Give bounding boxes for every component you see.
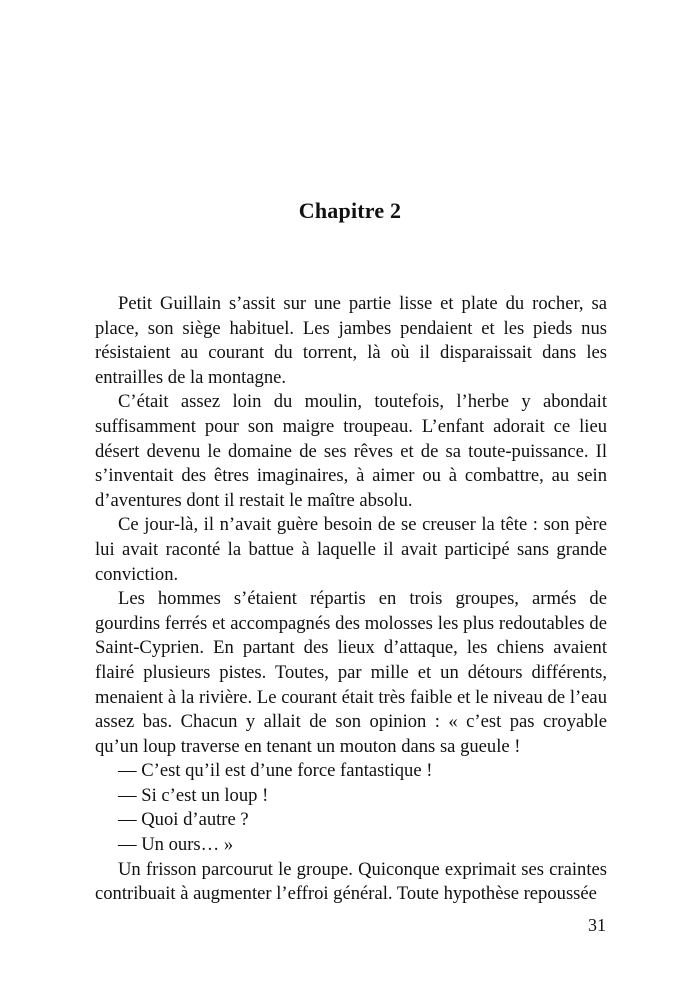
chapter-title: Chapitre 2 (298, 198, 402, 223)
paragraph: Les hommes s’étaient répartis en trois groupes, armés de gourdins ferrés et accompagnés des molosses les plus redoutables de Saint-Cyprien. En partant des lieux d’attaque, les chiens avaient flairé plusieurs pistes. Toutes, par mille et un détours différents, menaient à la rivière. Le courant était très faible et le niveau de l’eau assez bas. Chacun y allait de son opinion : « c’est pas croyable qu’un loup traverse en tenant un mouton dans sa gueule ! (95, 588, 607, 757)
paragraph: Petit Guillain s’assit sur une partie lisse et plate du rocher, sa place, son siège habituel. Les jambes pendaient et les pieds nus résistaient au courant du torrent, là où il disparaissait dans les entrailles de la montagne. (95, 293, 607, 388)
page-number: 31 (588, 915, 606, 935)
dialogue-line: — C’est qu’il est d’une force fantastique ! (118, 760, 433, 782)
paragraph: C’était assez loin du moulin, toutefois, l’herbe y abondait suffisamment pour son maigre troupeau. L’enfant adorait ce lieu désert devenu le domaine de ses rêves et de sa toute-puissance. Il s’inventait des êtres imaginaires, à aimer ou à combattre, au sein d’aventures dont il restait le maître absolu. (95, 391, 607, 511)
dialogue-line: — Quoi d’autre ? (118, 809, 249, 831)
body-text (95, 292, 607, 907)
paragraph: Ce jour-là, il n’avait guère besoin de se creuser la tête : son père lui avait raconté la battue à laquelle il avait participé sans grande conviction. (95, 514, 607, 585)
dialogue-line: — Si c’est un loup ! (118, 784, 269, 806)
dialogue-line: — Un ours… » (118, 834, 234, 856)
paragraph: Un frisson parcourut le groupe. Quiconque exprimait ses craintes contribuait à augmenter l’effroi général. Toute hypothèse repoussée (95, 858, 607, 905)
